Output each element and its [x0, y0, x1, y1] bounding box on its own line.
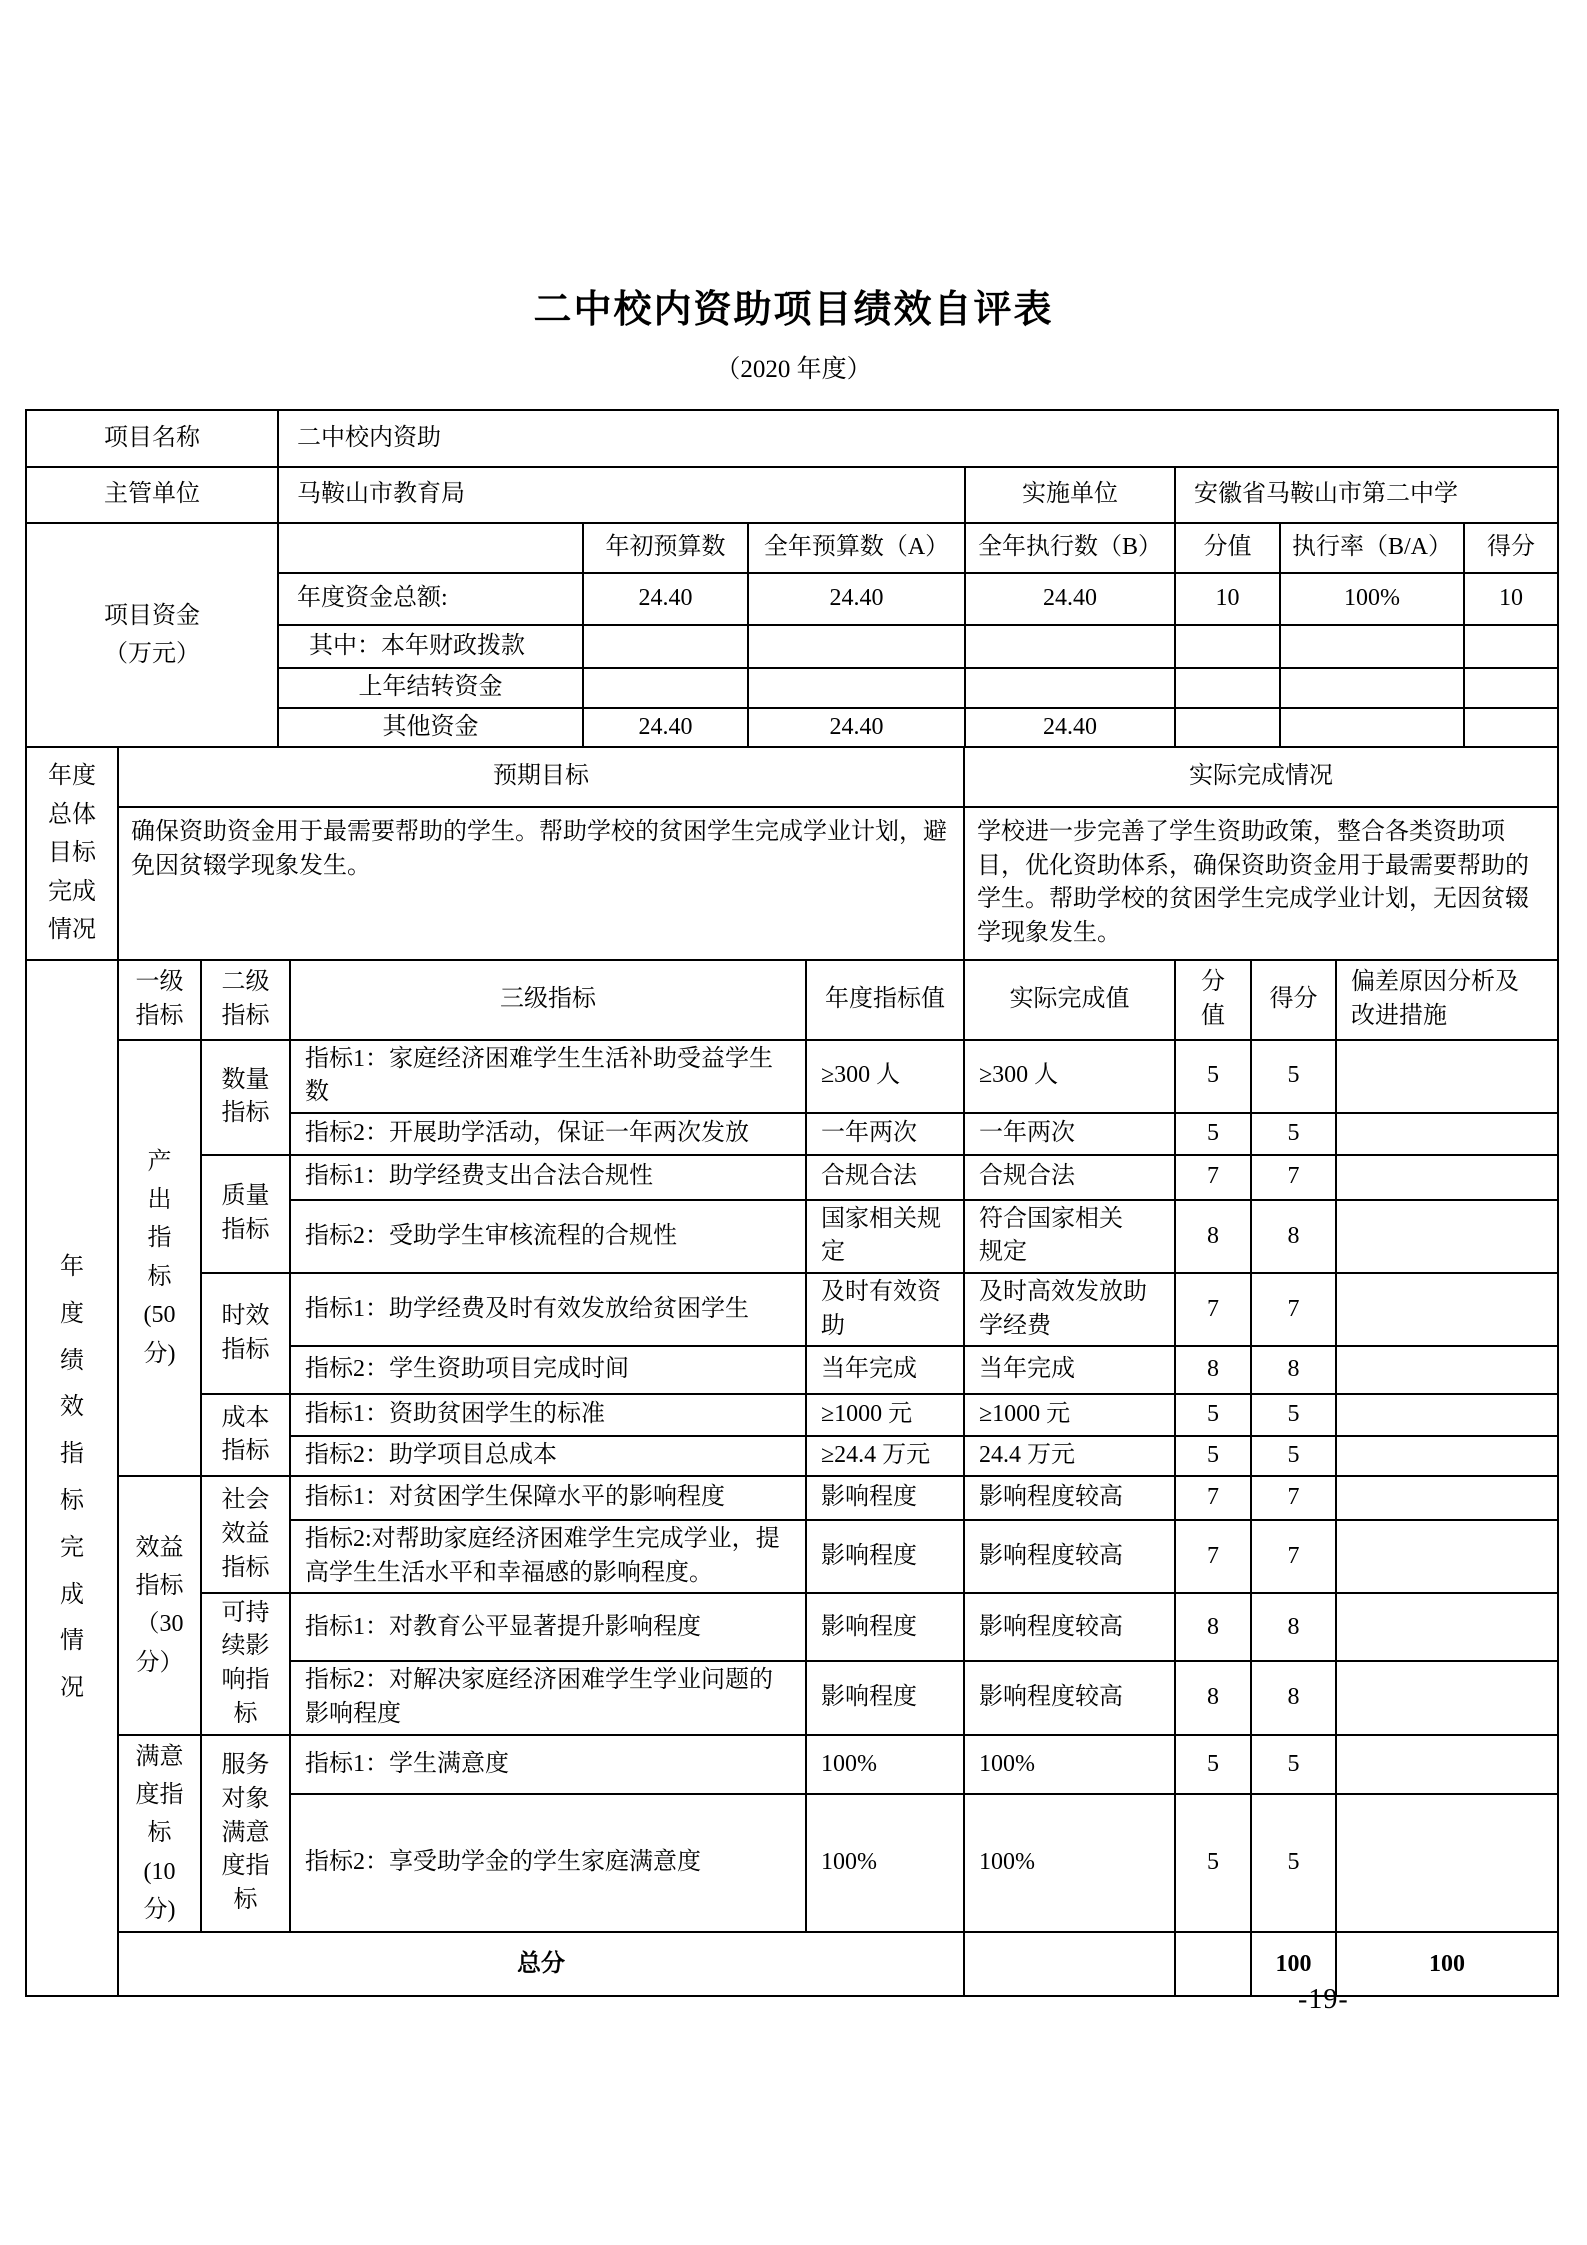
funding-value-cell: 24.40 — [965, 573, 1175, 625]
funding-value-cell — [748, 668, 965, 708]
deviation-cell — [1336, 1200, 1558, 1273]
annual-goal-table — [25, 746, 1559, 960]
funding-header-year-budget: 全年预算数（A） — [748, 523, 965, 573]
funding-header-exec-rate: 执行率（B/A） — [1280, 523, 1464, 573]
target-cell: 影响程度 — [806, 1661, 964, 1734]
deviation-cell — [1336, 1346, 1558, 1394]
target-cell: 当年完成 — [806, 1346, 964, 1394]
dept-value-cell: 马鞍山市教育局 — [278, 467, 965, 523]
indicator-name-cell: 指标2:对帮助家庭经济困难学生完成学业，提高学生生活水平和幸福感的影响程度。 — [290, 1520, 806, 1593]
earned-cell: 5 — [1251, 1040, 1336, 1113]
funding-header-score-value: 分值 — [1175, 523, 1280, 573]
level1-satisfaction-cell: 满意 度指 标 (10 分) — [118, 1735, 201, 1933]
deviation-cell — [1336, 1155, 1558, 1200]
score-cell: 5 — [1175, 1794, 1251, 1932]
level2-quantity-cell: 数量 指标 — [201, 1040, 290, 1155]
indicator-name-cell: 指标1：助学经费支出合法合规性 — [290, 1155, 806, 1200]
score-cell: 7 — [1175, 1476, 1251, 1520]
header-target-cell: 年度指标值 — [806, 960, 964, 1040]
level2-quality-cell: 质量 指标 — [201, 1155, 290, 1273]
earned-cell: 7 — [1251, 1520, 1336, 1593]
funding-value-cell — [1464, 708, 1558, 748]
target-cell: 及时有效资 助 — [806, 1273, 964, 1346]
funding-value-cell — [1464, 625, 1558, 668]
score-cell: 8 — [1175, 1200, 1251, 1273]
funding-section-label-cell: 项目资金 （万元） — [26, 523, 278, 747]
funding-value-cell — [965, 668, 1175, 708]
funding-value-cell — [1464, 668, 1558, 708]
funding-row-label-other: 其他资金 — [278, 708, 583, 748]
impl-value-cell: 安徽省马鞍山市第二中学 — [1175, 467, 1558, 523]
indicator-name-cell: 指标2：开展助学活动，保证一年两次发放 — [290, 1113, 806, 1155]
target-cell: ≥24.4 万元 — [806, 1436, 964, 1476]
level2-service-target-cell: 服务 对象 满意 度指 标 — [201, 1735, 290, 1933]
earned-cell: 8 — [1251, 1346, 1336, 1394]
deviation-cell — [1336, 1661, 1558, 1734]
header-level3-cell: 三级指标 — [290, 960, 806, 1040]
actual-completion-content-cell: 学校进一步完善了学生资助政策，整合各类资助项目，优化资助体系，确保资助资金用于最需要帮助的学生。帮助学校的贫困学生完成学业计划，无因贫辍学现象发生。 — [964, 807, 1558, 959]
header-actual-cell: 实际完成值 — [964, 960, 1175, 1040]
actual-cell: 100% — [964, 1794, 1175, 1932]
score-cell: 7 — [1175, 1520, 1251, 1593]
earned-cell: 7 — [1251, 1476, 1336, 1520]
funding-value-cell — [1280, 708, 1464, 748]
actual-cell: ≥300 人 — [964, 1040, 1175, 1113]
indicator-name-cell: 指标1：资助贫困学生的标准 — [290, 1394, 806, 1436]
score-cell: 7 — [1175, 1155, 1251, 1200]
deviation-cell — [1336, 1394, 1558, 1436]
funding-value-cell — [1175, 625, 1280, 668]
funding-row-label-total: 年度资金总额: — [278, 573, 583, 625]
earned-cell: 5 — [1251, 1394, 1336, 1436]
funding-header-earned: 得分 — [1464, 523, 1558, 573]
target-cell: ≥1000 元 — [806, 1394, 964, 1436]
funding-value-cell: 24.40 — [748, 573, 965, 625]
actual-cell: 合规合法 — [964, 1155, 1175, 1200]
funding-value-cell: 24.40 — [583, 708, 748, 748]
funding-value-cell: 24.40 — [583, 573, 748, 625]
indicator-name-cell: 指标1：家庭经济困难学生生活补助受益学生数 — [290, 1040, 806, 1113]
total-actual-blank-cell — [1175, 1932, 1251, 1996]
earned-cell: 5 — [1251, 1735, 1336, 1795]
funding-value-cell — [1175, 668, 1280, 708]
score-cell: 5 — [1175, 1735, 1251, 1795]
score-cell: 5 — [1175, 1394, 1251, 1436]
funding-blank-cell — [278, 523, 583, 573]
indicator-name-cell: 指标2：助学项目总成本 — [290, 1436, 806, 1476]
funding-value-cell — [965, 625, 1175, 668]
actual-completion-header-cell: 实际完成情况 — [964, 747, 1558, 807]
deviation-cell — [1336, 1735, 1558, 1795]
earned-cell: 8 — [1251, 1200, 1336, 1273]
impl-label-cell: 实施单位 — [965, 467, 1175, 523]
level1-output-cell: 产 出 指 标 (50 分) — [118, 1040, 201, 1477]
project-name-value-cell: 二中校内资助 — [278, 410, 1558, 467]
page-title: 二中校内资助项目绩效自评表 — [533, 289, 1054, 331]
funding-value-cell — [583, 625, 748, 668]
target-cell: 国家相关规 定 — [806, 1200, 964, 1273]
earned-cell: 8 — [1251, 1661, 1336, 1734]
score-cell: 8 — [1175, 1346, 1251, 1394]
actual-cell: 符合国家相关 规定 — [964, 1200, 1175, 1273]
target-cell: 合规合法 — [806, 1155, 964, 1200]
funding-value-cell: 24.40 — [965, 708, 1175, 748]
indicator-name-cell: 指标1：学生满意度 — [290, 1735, 806, 1795]
earned-cell: 7 — [1251, 1155, 1336, 1200]
indicators-table — [25, 959, 1559, 1998]
deviation-cell — [1336, 1040, 1558, 1113]
actual-cell: 及时高效发放助 学经费 — [964, 1273, 1175, 1346]
funding-value-cell — [748, 625, 965, 668]
total-label-cell: 总分 — [118, 1932, 964, 1996]
indicator-name-cell: 指标2：学生资助项目完成时间 — [290, 1346, 806, 1394]
header-score-cell: 分 值 — [1175, 960, 1251, 1040]
funding-header-year-executed: 全年执行数（B） — [965, 523, 1175, 573]
actual-cell: 影响程度较高 — [964, 1520, 1175, 1593]
deviation-cell — [1336, 1436, 1558, 1476]
actual-cell: 一年两次 — [964, 1113, 1175, 1155]
funding-header-initial-budget: 年初预算数 — [583, 523, 748, 573]
page-number: -19- — [1298, 1984, 1349, 2015]
indicator-name-cell: 指标1：对贫困学生保障水平的影响程度 — [290, 1476, 806, 1520]
deviation-cell — [1336, 1273, 1558, 1346]
funding-value-cell: 10 — [1464, 573, 1558, 625]
level2-sustainable-cell: 可持 续影 响指 标 — [201, 1593, 290, 1734]
indicator-name-cell: 指标2：受助学生审核流程的合规性 — [290, 1200, 806, 1273]
actual-cell: ≥1000 元 — [964, 1394, 1175, 1436]
earned-cell: 7 — [1251, 1273, 1336, 1346]
score-cell: 8 — [1175, 1593, 1251, 1661]
score-cell: 5 — [1175, 1436, 1251, 1476]
deviation-cell — [1336, 1113, 1558, 1155]
page-subtitle: （2020 年度） — [715, 356, 872, 383]
earned-cell: 5 — [1251, 1113, 1336, 1155]
level2-timeliness-cell: 时效 指标 — [201, 1273, 290, 1394]
funding-value-cell — [1175, 708, 1280, 748]
indicator-name-cell: 指标1：对教育公平显著提升影响程度 — [290, 1593, 806, 1661]
funding-value-cell: 10 — [1175, 573, 1280, 625]
target-cell: 一年两次 — [806, 1113, 964, 1155]
dept-label-cell: 主管单位 — [26, 467, 278, 523]
target-cell: 影响程度 — [806, 1476, 964, 1520]
header-deviation-cell: 偏差原因分析及 改进措施 — [1336, 960, 1558, 1040]
score-cell: 7 — [1175, 1273, 1251, 1346]
funding-value-cell — [1280, 625, 1464, 668]
level2-social-benefit-cell: 社会 效益 指标 — [201, 1476, 290, 1593]
earned-cell: 5 — [1251, 1794, 1336, 1932]
total-score-cell: 100 — [1251, 1932, 1336, 1996]
target-cell: 100% — [806, 1794, 964, 1932]
indicators-section-label-cell: 年 度 绩 效 指 标 完 成 情 况 — [26, 960, 118, 1997]
actual-cell: 100% — [964, 1735, 1175, 1795]
deviation-cell — [1336, 1520, 1558, 1593]
total-earned-cell: 100 — [1336, 1932, 1558, 1996]
target-cell: ≥300 人 — [806, 1040, 964, 1113]
score-cell: 8 — [1175, 1661, 1251, 1734]
deviation-cell — [1336, 1794, 1558, 1932]
deviation-cell — [1336, 1593, 1558, 1661]
level2-cost-cell: 成本 指标 — [201, 1394, 290, 1476]
expected-goal-header-cell: 预期目标 — [118, 747, 964, 807]
funding-value-cell: 100% — [1280, 573, 1464, 625]
score-cell: 5 — [1175, 1040, 1251, 1113]
score-cell: 5 — [1175, 1113, 1251, 1155]
funding-value-cell — [583, 668, 748, 708]
level1-benefit-cell: 效益 指标 （30 分） — [118, 1476, 201, 1734]
funding-row-label-carryover: 上年结转资金 — [278, 668, 583, 708]
indicator-name-cell: 指标2：对解决家庭经济困难学生学业问题的影响程度 — [290, 1661, 806, 1734]
expected-goal-content-cell: 确保资助资金用于最需要帮助的学生。帮助学校的贫困学生完成学业计划，避免因贫辍学现象发生。 — [118, 807, 964, 959]
project-name-label-cell: 项目名称 — [26, 410, 278, 467]
funding-value-cell: 24.40 — [748, 708, 965, 748]
target-cell: 影响程度 — [806, 1593, 964, 1661]
deviation-cell — [1336, 1476, 1558, 1520]
actual-cell: 影响程度较高 — [964, 1593, 1175, 1661]
actual-cell: 24.4 万元 — [964, 1436, 1175, 1476]
funding-value-cell — [1280, 668, 1464, 708]
indicator-name-cell: 指标2：享受助学金的学生家庭满意度 — [290, 1794, 806, 1932]
funding-row-label-fiscal: 其中：本年财政拨款 — [278, 625, 583, 668]
actual-cell: 当年完成 — [964, 1346, 1175, 1394]
earned-cell: 5 — [1251, 1436, 1336, 1476]
earned-cell: 8 — [1251, 1593, 1336, 1661]
indicator-name-cell: 指标1：助学经费及时有效发放给贫困学生 — [290, 1273, 806, 1346]
target-cell: 100% — [806, 1735, 964, 1795]
header-earned-cell: 得分 — [1251, 960, 1336, 1040]
header-level1-cell: 一级 指标 — [118, 960, 201, 1040]
total-target-blank-cell — [964, 1932, 1175, 1996]
actual-cell: 影响程度较高 — [964, 1661, 1175, 1734]
goal-section-label-cell: 年度 总体 目标 完成 情况 — [26, 747, 118, 959]
header-level2-cell: 二级 指标 — [201, 960, 290, 1040]
info-funding-table — [25, 409, 1559, 748]
target-cell: 影响程度 — [806, 1520, 964, 1593]
actual-cell: 影响程度较高 — [964, 1476, 1175, 1520]
